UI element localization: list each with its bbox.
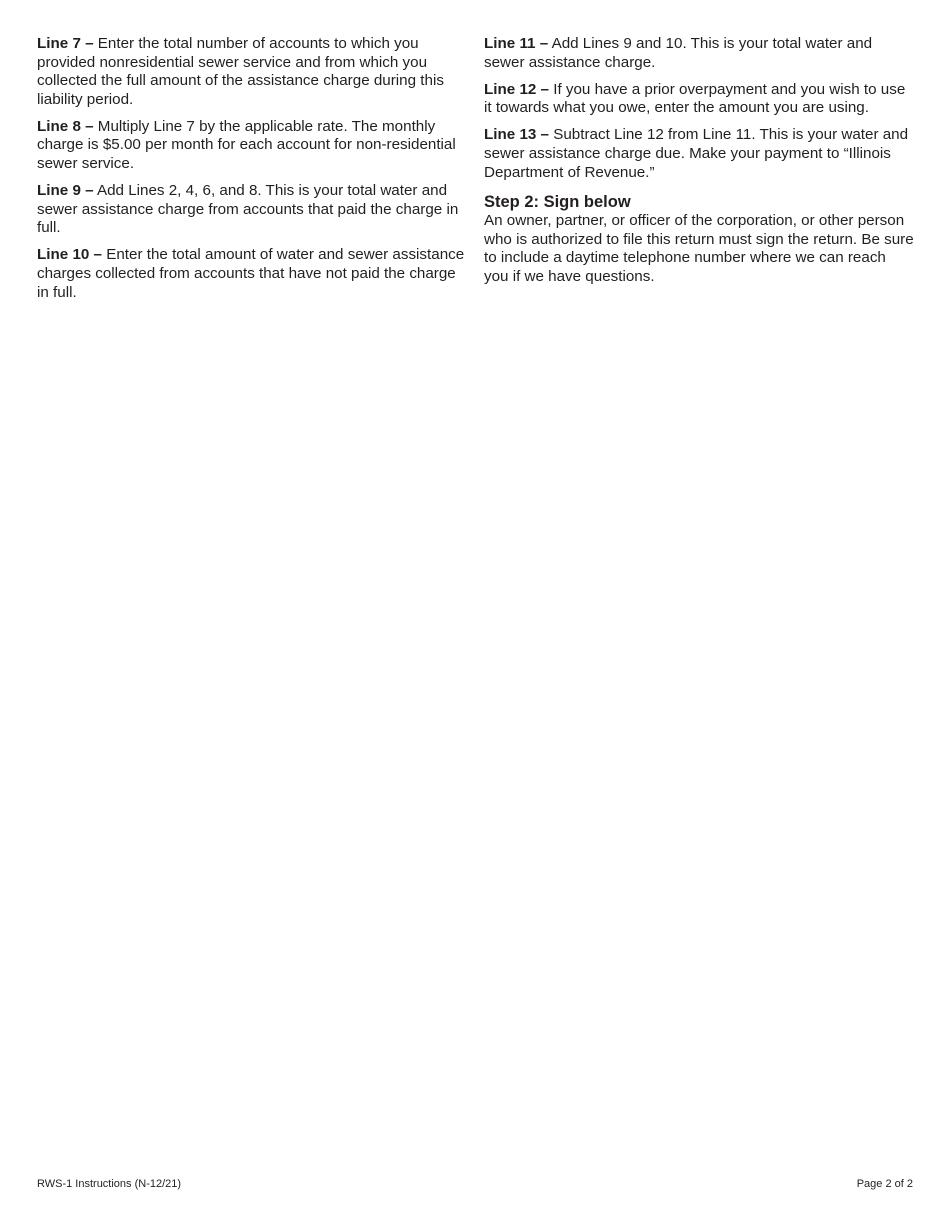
- line-text: If you have a prior overpayment and you wish to use it towards what you owe, enter the amount you are using.: [484, 80, 906, 117]
- line-text: Enter the total amount of water and sewer assistance charges collected from accounts that have not paid the charge in full.: [37, 246, 465, 301]
- instruction-line-8: [37, 118, 469, 174]
- form-id-footer: RWS-1 Instructions (N-12/21): [37, 1178, 182, 1190]
- line-label: Line 13 –: [484, 126, 549, 144]
- instruction-line-10: [37, 246, 469, 302]
- instruction-line-9: [37, 182, 469, 238]
- line-text: Add Lines 2, 4, 6, and 8. This is your total water and sewer assistance charge from accounts that paid the charge in full.: [37, 182, 459, 237]
- line-text: Enter the total number of accounts to which you provided nonresidential sewer service and from which you collected the full amount of the assistance charge during this liability period.: [37, 35, 444, 108]
- line-label: Line 10 –: [37, 246, 102, 264]
- instruction-line-11: [484, 35, 914, 72]
- right-column: [484, 35, 914, 287]
- line-label: Line 9 –: [37, 182, 94, 200]
- left-column: [37, 35, 469, 311]
- step2-heading: Step 2: Sign below: [484, 193, 631, 212]
- line-label: Line 11 –: [484, 35, 549, 52]
- line-text: Subtract Line 12 from Line 11. This is your water and sewer assistance charge due. Make your payment to “Illinois Department of Revenue.”: [484, 126, 909, 181]
- line-label: Line 12 –: [484, 80, 549, 98]
- instruction-line-12: [484, 81, 914, 118]
- line-label: Line 7 –: [37, 35, 94, 52]
- line-text: Multiply Line 7 by the applicable rate. The monthly charge is $5.00 per month for each account for non-residential sewer service.: [37, 117, 456, 173]
- instruction-line-7: [37, 35, 469, 109]
- instruction-line-13: [484, 126, 914, 182]
- line-label: Line 8 –: [37, 117, 94, 135]
- page-number-footer: Page 2 of 2: [856, 1178, 913, 1190]
- line-text: Add Lines 9 and 10. This is your total water and sewer assistance charge.: [484, 35, 873, 71]
- step2-body: An owner, partner, or officer of the corporation, or other person who is authorized to file this return must sign the return. Be sure to include a daytime telephone number where we can reach you if we have questions.: [484, 212, 914, 285]
